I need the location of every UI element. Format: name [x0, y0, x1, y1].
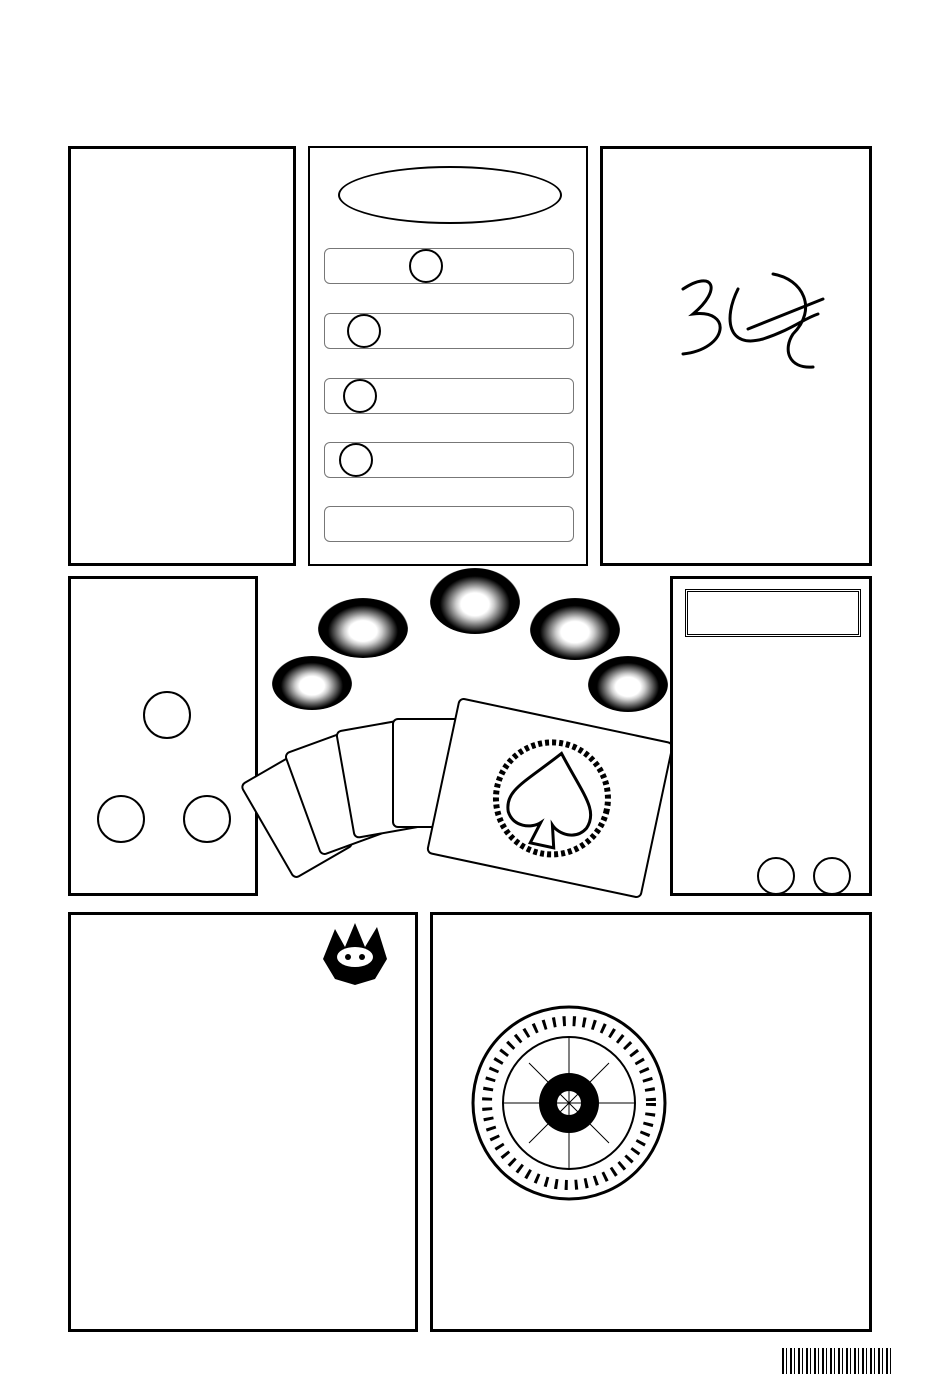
- top-border-strip: [22, 96, 882, 118]
- right-border-strip: [888, 120, 910, 1344]
- bet-row-color: [324, 248, 574, 284]
- devil-mascot-icon: [315, 919, 395, 989]
- bet-row-single: [324, 442, 574, 478]
- master-num-43: [183, 795, 231, 843]
- bet-row-big-small: [324, 378, 574, 414]
- bet-number-circle: [409, 249, 443, 283]
- master-code-box: [68, 576, 258, 896]
- horse-special-num: [757, 857, 795, 895]
- wheel-box: [430, 912, 872, 1332]
- lottery-ball: [430, 568, 520, 634]
- lottery-ball: [530, 598, 620, 660]
- horse-title: [685, 589, 861, 637]
- horse-special-num: [813, 857, 851, 895]
- poem-box: [68, 146, 296, 566]
- lottery-ball: [588, 656, 668, 712]
- betting-box: [308, 146, 588, 566]
- bet-number-circle: [347, 314, 381, 348]
- fortune-wheel: [469, 1003, 669, 1203]
- handwritten-code: [653, 259, 833, 389]
- bet-row-double: [324, 506, 574, 542]
- lottery-ball: [318, 598, 408, 658]
- lottery-ball: [272, 656, 352, 710]
- horse-club-box: [670, 576, 872, 896]
- betting-title: [338, 166, 562, 224]
- spade-icon: [471, 725, 633, 871]
- left-border-strip: [22, 120, 44, 1344]
- mystic-box: [600, 146, 872, 566]
- bet-row-odd-even: [324, 313, 574, 349]
- master-num-11: [143, 691, 191, 739]
- barcode: [782, 1348, 892, 1374]
- bet-number-circle: [339, 443, 373, 477]
- story-box: [68, 912, 418, 1332]
- master-num-37: [97, 795, 145, 843]
- bottom-border-strip: [22, 1346, 882, 1368]
- wheel-side-text: [703, 993, 863, 1203]
- bet-number-circle: [343, 379, 377, 413]
- playing-card-ace: [426, 697, 674, 899]
